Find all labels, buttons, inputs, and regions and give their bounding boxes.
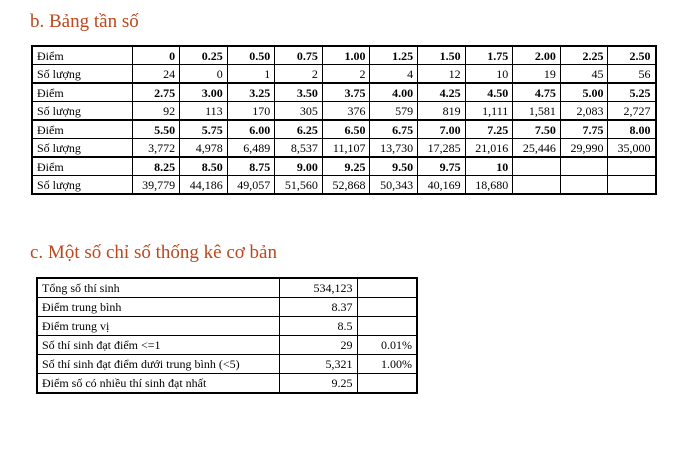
count-cell: 25,446 xyxy=(513,139,561,158)
count-cell: 1,581 xyxy=(513,102,561,121)
frequency-table xyxy=(31,45,657,195)
score-cell: 9.75 xyxy=(418,157,466,176)
score-cell: 3.00 xyxy=(180,83,228,102)
score-cell: 9.50 xyxy=(370,157,418,176)
score-row-label: Điểm xyxy=(32,46,132,65)
stat-label: Số thí sinh đạt điểm <=1 xyxy=(37,336,279,355)
score-row-label: Điểm xyxy=(32,120,132,139)
stat-label: Điểm trung vị xyxy=(37,317,279,336)
stat-row xyxy=(37,298,417,317)
stat-label: Số thí sinh đạt điểm dưới trung bình (<5) xyxy=(37,355,279,374)
score-cell: 6.50 xyxy=(322,120,370,139)
score-cell: 0.25 xyxy=(180,46,228,65)
count-cell: 1 xyxy=(227,65,275,84)
count-cell: 113 xyxy=(180,102,228,121)
score-cell: 5.75 xyxy=(180,120,228,139)
stat-value: 29 xyxy=(279,336,357,355)
stat-value: 5,321 xyxy=(279,355,357,374)
score-cell: 1.75 xyxy=(465,46,513,65)
score-cell: 6.25 xyxy=(275,120,323,139)
score-cell: 3.25 xyxy=(227,83,275,102)
count-cell: 52,868 xyxy=(322,176,370,195)
stat-row xyxy=(37,374,417,394)
count-cell: 1,111 xyxy=(465,102,513,121)
stat-value: 8.37 xyxy=(279,298,357,317)
count-cell: 35,000 xyxy=(608,139,656,158)
score-cell: 8.50 xyxy=(180,157,228,176)
count-cell: 50,343 xyxy=(370,176,418,195)
score-cell: 7.50 xyxy=(513,120,561,139)
count-cell xyxy=(560,176,608,195)
stat-percent: 1.00% xyxy=(357,355,417,374)
score-cell: 7.75 xyxy=(560,120,608,139)
score-row xyxy=(32,157,656,176)
score-cell: 4.00 xyxy=(370,83,418,102)
count-cell: 3,772 xyxy=(132,139,180,158)
count-cell: 21,016 xyxy=(465,139,513,158)
count-cell: 579 xyxy=(370,102,418,121)
count-row xyxy=(32,65,656,84)
stat-label: Điểm số có nhiều thí sinh đạt nhất xyxy=(37,374,279,394)
count-row-label: Số lượng xyxy=(32,139,132,158)
score-cell: 2.25 xyxy=(560,46,608,65)
score-cell xyxy=(513,157,561,176)
score-cell: 1.50 xyxy=(418,46,466,65)
count-cell: 18,680 xyxy=(465,176,513,195)
score-cell: 2.50 xyxy=(608,46,656,65)
stat-percent: 0.01% xyxy=(357,336,417,355)
count-cell: 10 xyxy=(465,65,513,84)
score-cell xyxy=(608,157,656,176)
count-cell: 44,186 xyxy=(180,176,228,195)
score-cell: 5.00 xyxy=(560,83,608,102)
score-cell: 1.00 xyxy=(322,46,370,65)
stat-value: 9.25 xyxy=(279,374,357,394)
count-cell: 12 xyxy=(418,65,466,84)
count-cell: 29,990 xyxy=(560,139,608,158)
score-row xyxy=(32,46,656,65)
score-cell: 7.25 xyxy=(465,120,513,139)
score-cell: 7.00 xyxy=(418,120,466,139)
count-cell: 92 xyxy=(132,102,180,121)
count-cell: 2,727 xyxy=(608,102,656,121)
stat-percent xyxy=(357,298,417,317)
count-cell: 4 xyxy=(370,65,418,84)
stat-row xyxy=(37,278,417,298)
score-cell: 4.75 xyxy=(513,83,561,102)
count-cell: 17,285 xyxy=(418,139,466,158)
score-cell: 8.00 xyxy=(608,120,656,139)
count-cell: 13,730 xyxy=(370,139,418,158)
stat-percent xyxy=(357,374,417,394)
score-cell: 4.25 xyxy=(418,83,466,102)
count-cell: 24 xyxy=(132,65,180,84)
stat-label: Điểm trung bình xyxy=(37,298,279,317)
score-row xyxy=(32,83,656,102)
count-cell: 11,107 xyxy=(322,139,370,158)
stat-row xyxy=(37,355,417,374)
count-cell: 0 xyxy=(180,65,228,84)
count-row xyxy=(32,139,656,158)
score-cell: 9.25 xyxy=(322,157,370,176)
score-cell: 0.50 xyxy=(227,46,275,65)
count-cell: 305 xyxy=(275,102,323,121)
count-cell: 39,779 xyxy=(132,176,180,195)
count-cell: 49,057 xyxy=(227,176,275,195)
count-cell: 8,537 xyxy=(275,139,323,158)
count-cell xyxy=(608,176,656,195)
stat-percent xyxy=(357,278,417,298)
score-row-label: Điểm xyxy=(32,83,132,102)
section-b-heading: b. Bảng tần số xyxy=(30,11,139,32)
count-cell: 51,560 xyxy=(275,176,323,195)
score-cell: 3.50 xyxy=(275,83,323,102)
stat-label: Tổng số thí sinh xyxy=(37,278,279,298)
score-cell: 8.25 xyxy=(132,157,180,176)
score-cell: 1.25 xyxy=(370,46,418,65)
score-cell: 8.75 xyxy=(227,157,275,176)
count-cell: 2 xyxy=(275,65,323,84)
score-cell: 6.75 xyxy=(370,120,418,139)
count-cell: 19 xyxy=(513,65,561,84)
count-cell: 40,169 xyxy=(418,176,466,195)
stat-percent xyxy=(357,317,417,336)
count-cell: 6,489 xyxy=(227,139,275,158)
basic-statistics-table xyxy=(36,277,418,394)
score-cell: 0.75 xyxy=(275,46,323,65)
score-row-label: Điểm xyxy=(32,157,132,176)
stat-value: 8.5 xyxy=(279,317,357,336)
count-row-label: Số lượng xyxy=(32,176,132,195)
score-cell: 5.25 xyxy=(608,83,656,102)
count-cell: 2 xyxy=(322,65,370,84)
count-cell: 2,083 xyxy=(560,102,608,121)
count-row xyxy=(32,102,656,121)
score-cell: 6.00 xyxy=(227,120,275,139)
score-cell: 4.50 xyxy=(465,83,513,102)
score-cell: 0 xyxy=(132,46,180,65)
count-cell xyxy=(513,176,561,195)
score-cell: 9.00 xyxy=(275,157,323,176)
count-row xyxy=(32,176,656,195)
count-cell: 45 xyxy=(560,65,608,84)
section-c-heading: c. Một số chỉ số thống kê cơ bản xyxy=(30,242,277,263)
score-cell xyxy=(560,157,608,176)
score-cell: 2.75 xyxy=(132,83,180,102)
stat-row xyxy=(37,336,417,355)
score-cell: 2.00 xyxy=(513,46,561,65)
count-cell: 170 xyxy=(227,102,275,121)
score-cell: 3.75 xyxy=(322,83,370,102)
count-cell: 376 xyxy=(322,102,370,121)
count-cell: 56 xyxy=(608,65,656,84)
count-cell: 819 xyxy=(418,102,466,121)
score-cell: 5.50 xyxy=(132,120,180,139)
stat-value: 534,123 xyxy=(279,278,357,298)
score-cell: 10 xyxy=(465,157,513,176)
score-row xyxy=(32,120,656,139)
stat-row xyxy=(37,317,417,336)
count-row-label: Số lượng xyxy=(32,102,132,121)
count-row-label: Số lượng xyxy=(32,65,132,84)
count-cell: 4,978 xyxy=(180,139,228,158)
